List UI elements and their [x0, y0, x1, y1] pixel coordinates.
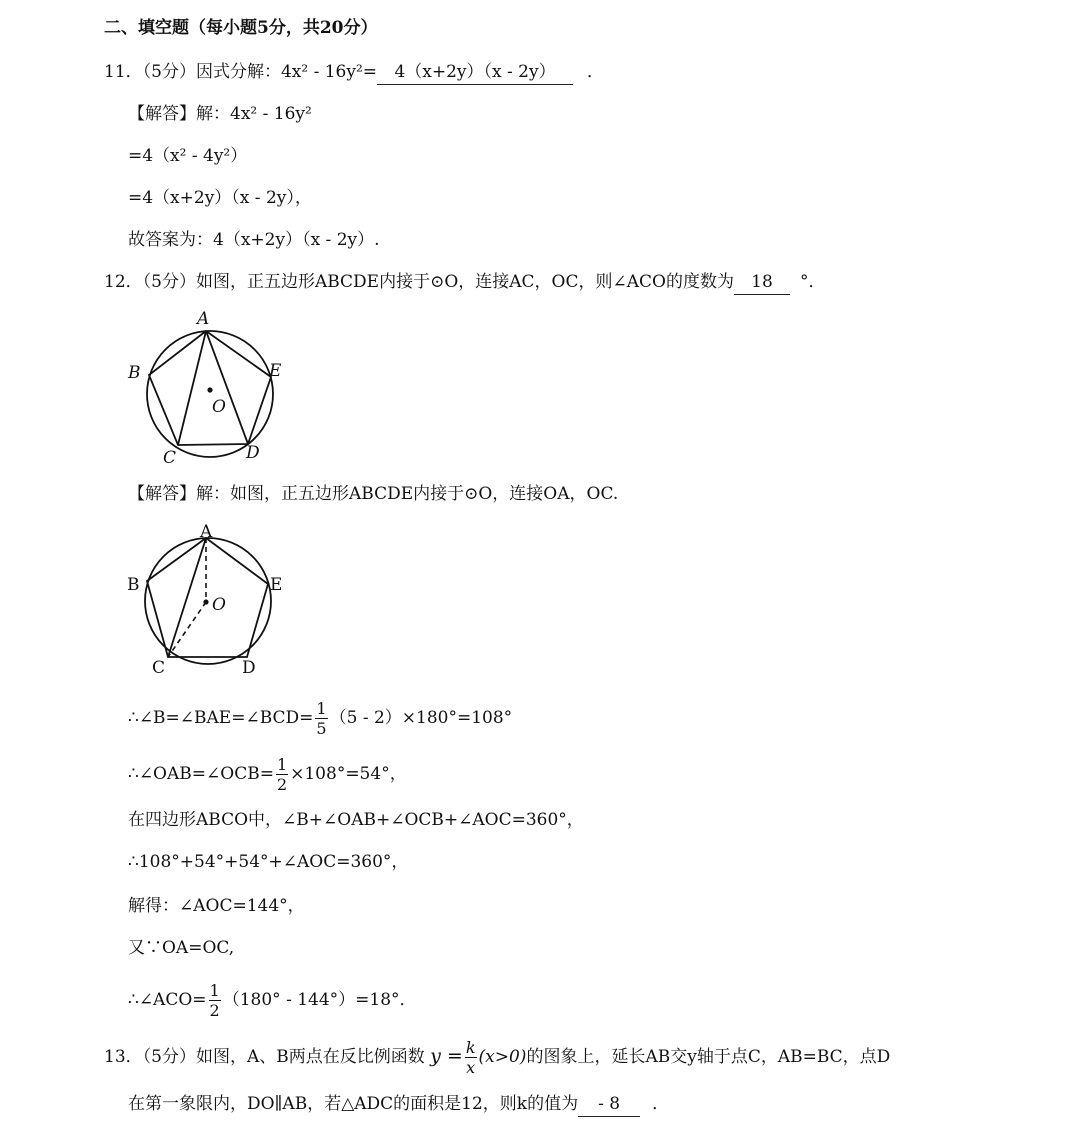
q11-step2: =4（x+2y）（x - 2y），	[128, 188, 312, 208]
label-D: D	[246, 443, 260, 463]
label-C: C	[163, 448, 177, 468]
label-D: D	[242, 658, 256, 678]
label-C: C	[152, 658, 166, 678]
fraction-denominator: 2	[276, 775, 288, 794]
q13-answer: - 8	[598, 1094, 621, 1114]
q12-step7-pre: ∴∠ACO=	[128, 990, 207, 1010]
fraction-denominator: 5	[316, 719, 327, 738]
q12-solution-label: 【解答】解：如图，正五边形ABCDE内接于⊙O，连接OA，OC.	[128, 484, 619, 504]
label-O: O	[212, 595, 226, 615]
q13-prefix: 13．（5分）如图，A、B两点在反比例函数	[104, 1047, 425, 1067]
center-point	[207, 387, 212, 392]
q12-answer: 18	[751, 272, 773, 292]
section-title: 二、填空题（每小题5分，共20分）	[104, 18, 378, 38]
label-A: A	[200, 522, 213, 542]
segment-ad	[206, 331, 248, 444]
fraction-numerator: 1	[276, 755, 288, 774]
q12-step3: 在四边形ABCO中，∠B+∠OAB+∠OCB+∠AOC=360°，	[128, 810, 584, 830]
label-E: E	[269, 361, 282, 381]
q11-solution-label: 【解答】解：4x² - 16y²	[128, 104, 312, 124]
q11-answer-blank	[377, 60, 573, 85]
fraction-1-5	[315, 699, 327, 738]
q13-text2: 在第一象限内，DO∥AB，若△ADC的面积是12，则k的值为	[128, 1094, 579, 1114]
label-O: O	[212, 397, 226, 417]
q12-question	[104, 270, 825, 295]
pentagon-figure-2	[120, 518, 300, 683]
fraction-numerator: k	[465, 1038, 476, 1057]
q12-step2	[128, 754, 407, 794]
q13-domain: (x>0)	[478, 1047, 527, 1067]
label-A: A	[197, 309, 210, 329]
q12-step1-pre: ∴∠B=∠BAE=∠BCD=	[128, 708, 314, 728]
label-B: B	[128, 363, 141, 383]
segment-oc	[168, 602, 206, 657]
q11-answer: 4（x+2y）（x - 2y）	[394, 62, 556, 82]
q12-step4: ∴108°+54°+54°+∠AOC=360°，	[128, 852, 409, 872]
q12-step7-post: （180° - 144°）=18°．	[222, 990, 417, 1010]
center-point	[203, 599, 208, 604]
q12-prefix: 12．（5分）如图，正五边形ABCDE内接于⊙O，连接AC，OC，则∠ACO的度数为	[104, 272, 734, 292]
pentagon-figure-1	[120, 305, 300, 470]
q11-question	[104, 60, 604, 85]
q13-question	[104, 1036, 890, 1077]
q13-question-line2	[128, 1092, 669, 1117]
fraction-1-2	[276, 755, 288, 794]
q12-step7	[128, 980, 417, 1020]
q13-answer-blank	[578, 1092, 640, 1117]
q12-suffix: °．	[799, 272, 826, 292]
q12-step2-pre: ∴∠OAB=∠OCB=	[128, 764, 274, 784]
fraction-denominator: 2	[209, 1001, 220, 1020]
fraction-numerator: 1	[316, 699, 327, 718]
segment-ac	[168, 538, 206, 657]
q13-function-y: y =	[430, 1045, 463, 1067]
fraction-denominator: x	[466, 1058, 476, 1077]
q12-step1	[128, 698, 512, 738]
q11-step1: =4（x² - 4y²）	[128, 146, 248, 166]
q11-conclusion: 故答案为：4（x+2y）（x - 2y）.	[128, 230, 380, 250]
fraction-1-2	[209, 981, 221, 1020]
q11-prefix: 11．（5分）因式分解：4x² - 16y²=	[104, 62, 378, 82]
fraction-k-over-x	[465, 1038, 477, 1077]
q12-step1-post: （5 - 2）×180°=108°	[329, 708, 513, 728]
circumcircle	[147, 331, 273, 457]
label-E: E	[270, 575, 283, 595]
label-B: B	[127, 575, 140, 595]
segment-ac	[178, 331, 206, 445]
fraction-numerator: 1	[209, 981, 220, 1000]
q12-step5: 解得：∠AOC=144°，	[128, 896, 305, 916]
q13-text1: 的图象上，延长AB交y轴于点C，AB=BC，点D	[526, 1047, 891, 1067]
q11-suffix: ．	[587, 62, 605, 82]
q13-suffix: ．	[652, 1094, 670, 1114]
q12-step6: 又∵OA=OC,	[128, 938, 235, 958]
q12-answer-blank	[734, 270, 790, 295]
q12-step2-post: ×108°=54°，	[290, 764, 407, 784]
